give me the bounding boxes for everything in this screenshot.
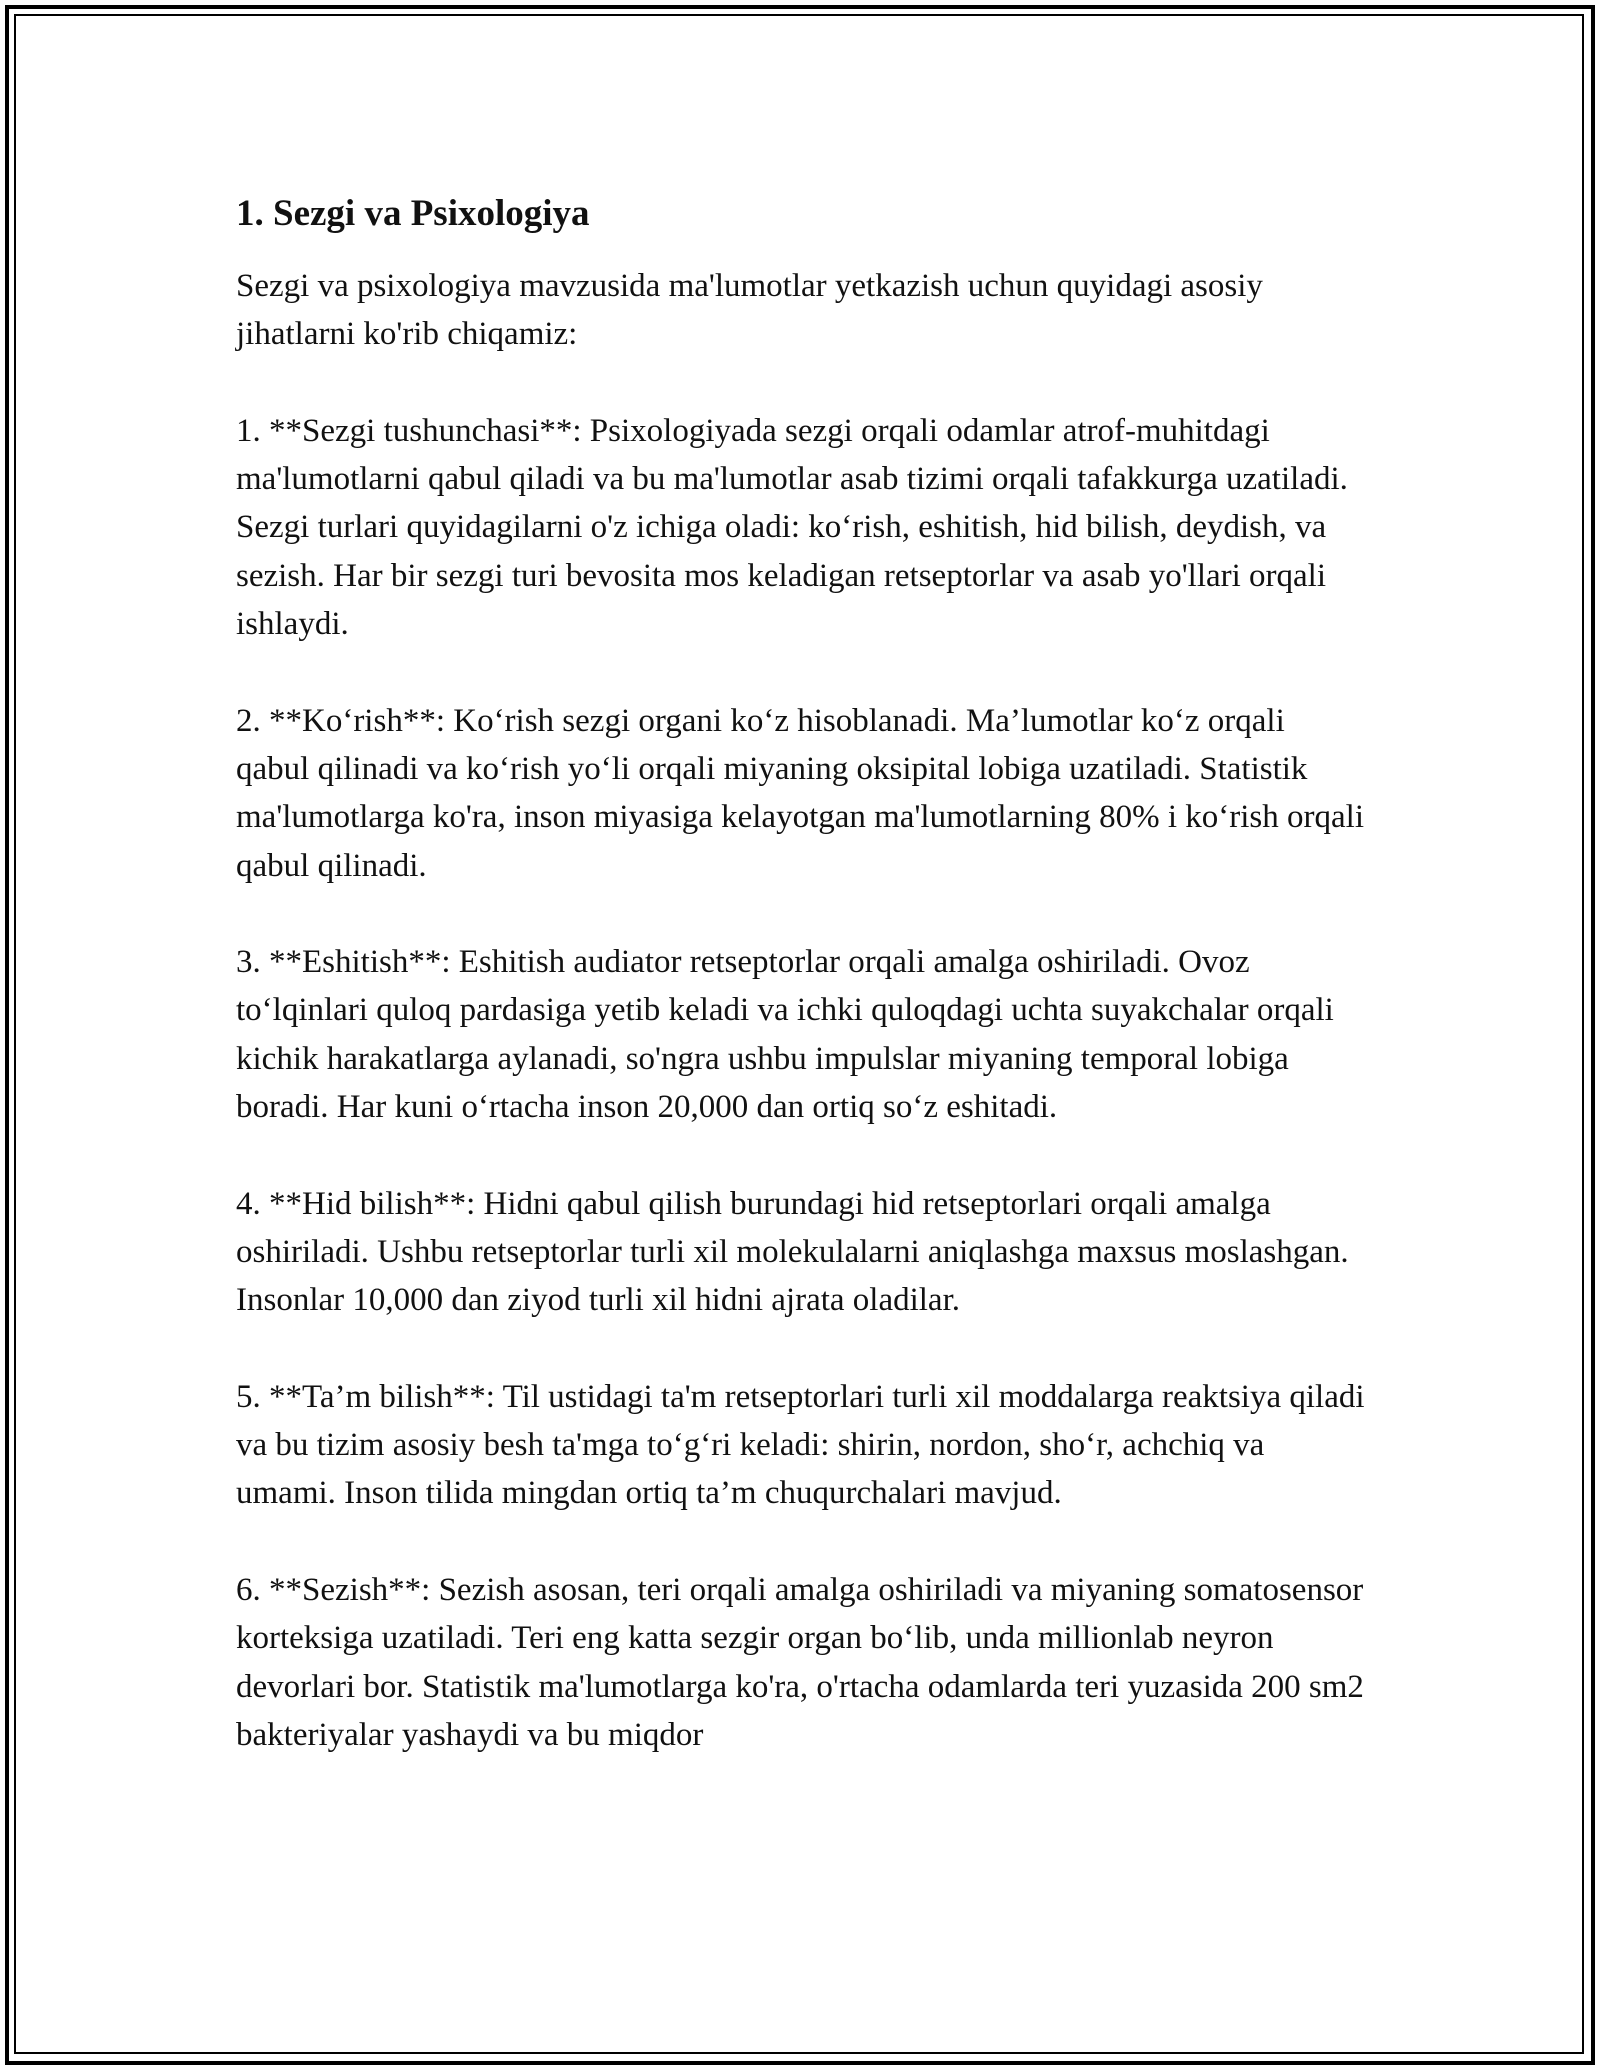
document-body bbox=[236, 186, 1366, 1759]
paragraph-hid-bilish: 4. **Hid bilish**: Hidni qabul qilish burundagi hid retseptorlari orqali amalga oshiriladi. Ushbu retseptorlar turli xil molekulalarni aniqlashga maxsus moslashgan. Insonlar 10,000 dan ziyod turli xil hidni ajrata oladilar. bbox=[236, 1185, 1349, 1319]
paragraph-sezish: 6. **Sezish**: Sezish asosan, teri orqali amalga oshiriladi va miyaning somatosensor korteksiga uzatiladi. Teri eng katta sezgir organ bo‘lib, unda millionlab neyron devorlari bor. Statistik ma'lumotlarga ko'ra, o'rtacha odamlarda teri yuzasida 200 sm2 bakteriyalar yashaydi va bu miqdor bbox=[236, 1572, 1364, 1753]
paragraph-eshitish: 3. **Eshitish**: Eshitish audiator retseptorlar orqali amalga oshiriladi. Ovoz to‘lqinlari quloq pardasiga yetib keladi va ichki quloqdagi uchta suyakchalar orqali kichik harakatlarga aylanadi, so'ngra ushbu impulslar miyaning temporal lobiga boradi. Har kuni o‘rtacha inson 20,000 dan ortiq so‘z eshitadi. bbox=[236, 944, 1334, 1126]
document-title: 1. Sezgi va Psixologiya bbox=[236, 193, 590, 234]
paragraph-tam-bilish: 5. **Ta’m bilish**: Til ustidagi ta'm retseptorlari turli xil moddalarga reaktsiya qiladi va bu tizim asosiy besh ta'mga to‘g‘ri keladi: shirin, nordon, sho‘r, achchiq va umami. Inson tilida mingdan ortiq ta’m chuqurchalari mavjud. bbox=[236, 1378, 1365, 1512]
paragraph-sezgi-tushunchasi: 1. **Sezgi tushunchasi**: Psixologiyada sezgi orqali odamlar atrof-muhitdagi ma'lumotlarni qabul qiladi va bu ma'lumotlar asab tizimi orqali tafakkurga uzatiladi. Sezgi turlari quyidagilarni o'z ichiga oladi: ko‘rish, eshitish, hid bilish, deydish, va sezish. Har bir sezgi turi bevosita mos keladigan retseptorlar va asab yo'llari orqali ishlaydi. bbox=[236, 412, 1348, 643]
paragraph-korish: 2. **Ko‘rish**: Ko‘rish sezgi organi ko‘z hisoblanadi. Ma’lumotlar ko‘z orqali qabul qilinadi va ko‘rish yo‘li orqali miyaning oksipital lobiga uzatiladi. Statistik ma'lumotlarga ko'ra, inson miyasiga kelayotgan ma'lumotlarning 80% i ko‘rish orqali qabul qilinadi. bbox=[236, 702, 1364, 884]
intro-paragraph: Sezgi va psixologiya mavzusida ma'lumotlar yetkazish uchun quyidagi asosiy jihatlarni ko'rib chiqamiz: bbox=[236, 268, 1263, 353]
